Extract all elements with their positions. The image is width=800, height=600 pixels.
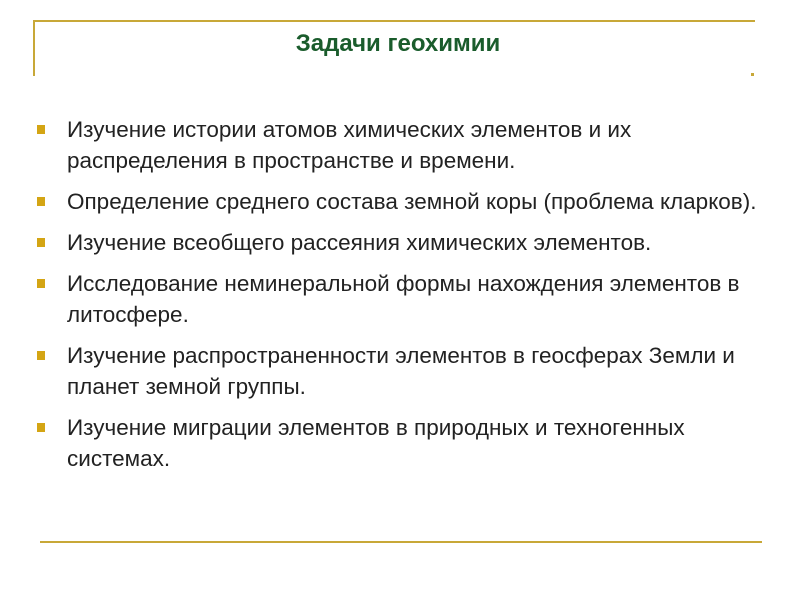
square-bullet-icon <box>37 279 45 288</box>
bullet-item <box>36 412 766 474</box>
square-bullet-icon <box>37 351 45 360</box>
title-frame-dot <box>751 73 754 76</box>
bullet-item <box>36 186 766 217</box>
bullet-item <box>36 227 766 258</box>
square-bullet-icon <box>37 125 45 134</box>
bullet-text: Изучение всеобщего рассеяния химических элементов. <box>67 230 652 255</box>
bullet-item <box>36 268 766 330</box>
square-bullet-icon <box>37 238 45 247</box>
bullet-text: Исследование неминеральной формы нахождения элементов в литосфере. <box>67 271 740 327</box>
slide-title: Задачи геохимии <box>295 30 501 57</box>
square-bullet-icon <box>37 423 45 432</box>
bullet-text: Изучение миграции элементов в природных и техногенных системах. <box>67 415 685 471</box>
bullet-item <box>36 340 766 402</box>
square-bullet-icon <box>37 197 45 206</box>
bullet-text: Изучение распространенности элементов в геосферах Земли и планет земной группы. <box>67 343 735 399</box>
title-frame-top-line <box>33 20 755 22</box>
bullet-item <box>36 114 766 176</box>
bullet-text: Определение среднего состава земной коры (проблема кларков). <box>67 189 757 214</box>
bullet-text: Изучение истории атомов химических элементов и их распределения в пространстве и времени. <box>67 117 632 173</box>
bottom-divider-line <box>40 541 762 543</box>
bullet-list <box>36 114 766 484</box>
